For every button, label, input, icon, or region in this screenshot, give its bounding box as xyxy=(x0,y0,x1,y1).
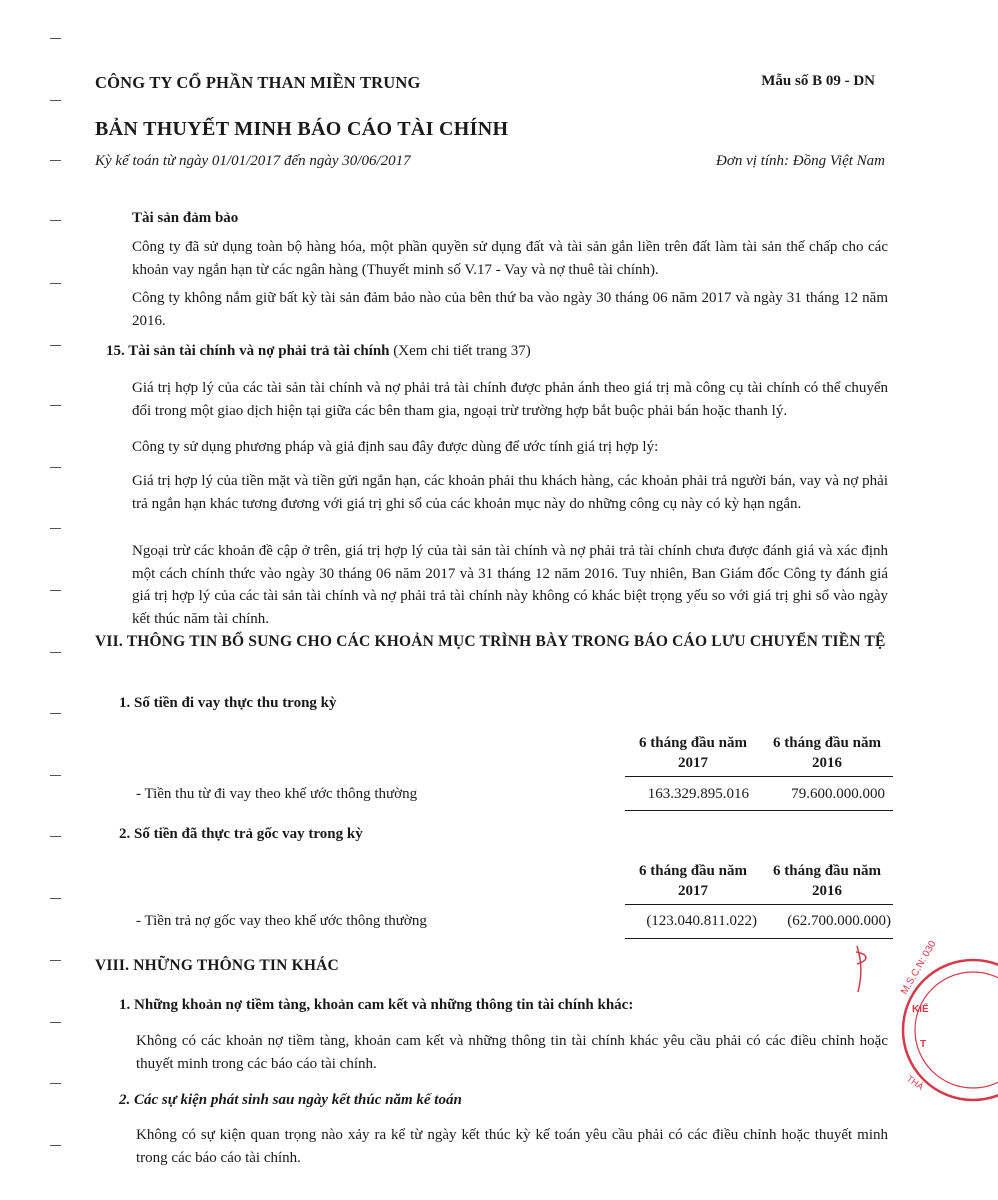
form-number: Mẫu số B 09 - DN xyxy=(761,73,875,89)
seal-graphic xyxy=(878,939,998,1100)
table-1-total-rule xyxy=(625,810,893,811)
table-1-heading: 1. Số tiền đi vay thực thu trong kỳ xyxy=(119,695,337,711)
table-1-col-2016: 6 tháng đầu năm 2016 xyxy=(773,735,881,771)
collateral-heading: Tài sản đảm bảo xyxy=(132,210,239,226)
section-vii-heading: VII. THÔNG TIN BỔ SUNG CHO CÁC KHOẢN MỤC TRÌNH BÀY TRONG BÁO CÁO LƯU CHUYỂN TIỀN TỆ xyxy=(95,633,886,650)
table-2-row-label: - Tiền trả nợ gốc vay theo khế ước thông thường xyxy=(136,913,427,929)
item-15-heading xyxy=(106,343,531,360)
document-title: BẢN THUYẾT MINH BÁO CÁO TÀI CHÍNH xyxy=(95,118,509,140)
svg-text:THÀ: THÀ xyxy=(904,1073,926,1092)
other-info-heading-2: 2. Các sự kiện phát sinh sau ngày kết thúc năm kế toán xyxy=(119,1092,462,1108)
company-name: CÔNG TY CỔ PHẦN THAN MIỀN TRUNG xyxy=(95,73,421,92)
item-15-note: (Xem chi tiết trang 37) xyxy=(393,343,531,359)
table-2-col-2016: 6 tháng đầu năm 2016 xyxy=(773,863,881,899)
table-2-value-2017: (123.040.811.022) xyxy=(646,913,757,929)
table-1-value-2016: 79.600.000.000 xyxy=(791,786,885,802)
section-viii-heading: VIII. NHỮNG THÔNG TIN KHÁC xyxy=(95,957,339,974)
table-2-value-2016: (62.700.000.000) xyxy=(787,913,891,929)
other-info-paragraph-2: Không có sự kiện quan trọng nào xảy ra kể từ ngày kết thúc kỳ kế toán yêu cầu phải có các điều chỉnh hoặc thuyết minh trong các báo cáo tài chính. xyxy=(136,1127,888,1166)
item-15-paragraph-2: Công ty sử dụng phương pháp và giả định sau đây được dùng để ước tính giá trị hợp lý: xyxy=(132,439,659,455)
table-2-heading: 2. Số tiền đã thực trả gốc vay trong kỳ xyxy=(119,826,363,842)
table-1-value-2017: 163.329.895.016 xyxy=(647,786,749,802)
table-1-col-2017: 6 tháng đầu năm 2017 xyxy=(639,735,747,771)
currency-unit: Đơn vị tính: Đồng Việt Nam xyxy=(716,153,885,169)
margin-tick-marks xyxy=(50,0,64,1200)
table-1-header-rule xyxy=(625,776,893,777)
svg-text:M.S.C.N: 030: M.S.C.N: 030 xyxy=(899,939,939,997)
collateral-paragraph-2: Công ty không nắm giữ bất kỳ tài sản đảm bảo nào của bên thứ ba vào ngày 30 tháng 06 năm 2017 và ngày 31 tháng 12 năm 2016. xyxy=(132,290,888,329)
table-2-col-2017: 6 tháng đầu năm 2017 xyxy=(639,863,747,899)
item-15-paragraph-4: Ngoại trừ các khoản đề cập ở trên, giá trị hợp lý của tài sản tài chính và nợ phải trả tài chính chưa được đánh giá và xác định một cách chính thức vào ngày 30 tháng 06 năm 2017 và 31 tháng 12 năm 2016. Tuy nhiên, Ban Giám đốc Công ty đánh giá giá trị hợp lý của các tài sản tài chính và nợ phải trả tài chính này không có khác biệt trọng yếu so với giá trị ghi sổ vào ngày kết thúc năm tài chính. xyxy=(132,543,888,627)
company-seal-stamp xyxy=(878,939,998,1100)
stamp-edge-mark xyxy=(855,944,863,994)
item-15-paragraph-1: Giá trị hợp lý của các tài sản tài chính và nợ phải trả tài chính được phản ánh theo giá trị mà công cụ tài chính có thể chuyển đổi trong một giao dịch hiện tại giữa các bên tham gia, ngoại trừ trường hợp bắt buộc phải bán hoặc thanh lý. xyxy=(132,380,888,419)
collateral-paragraph-1: Công ty đã sử dụng toàn bộ hàng hóa, một phần quyền sử dụng đất và tài sản gắn liền trên đất làm tài sản thế chấp cho các khoản vay ngắn hạn từ các ngân hàng (Thuyết minh số V.17 - Vay và nợ thuê tài chính). xyxy=(132,239,888,278)
svg-text:KIỂ: KIỂ xyxy=(912,1004,929,1015)
item-15-title: 15. Tài sản tài chính và nợ phải trả tài chính xyxy=(106,343,390,359)
item-15-paragraph-3: Giá trị hợp lý của tiền mặt và tiền gửi ngắn hạn, các khoản phải thu khách hàng, các khoản phải trả người bán, vay và nợ phải trả ngắn hạn khác tương đương với giá trị ghi sổ của các khoản mục này do những công cụ này có kỳ hạn ngắn. xyxy=(132,473,888,512)
reporting-period: Kỳ kế toán từ ngày 01/01/2017 đến ngày 30/06/2017 xyxy=(95,153,411,169)
svg-text:T: T xyxy=(920,1039,927,1050)
table-2-total-rule xyxy=(625,938,893,939)
other-info-paragraph-1: Không có các khoản nợ tiềm tàng, khoản cam kết và những thông tin tài chính khác yêu cầu phải có các điều chỉnh hoặc thuyết minh trong các báo cáo tài chính. xyxy=(136,1033,888,1072)
other-info-heading-1: 1. Những khoản nợ tiềm tàng, khoản cam kết và những thông tin tài chính khác: xyxy=(119,997,634,1013)
table-1-row-label: - Tiền thu từ đi vay theo khế ước thông thường xyxy=(136,786,418,802)
table-2-header-rule xyxy=(625,904,893,905)
